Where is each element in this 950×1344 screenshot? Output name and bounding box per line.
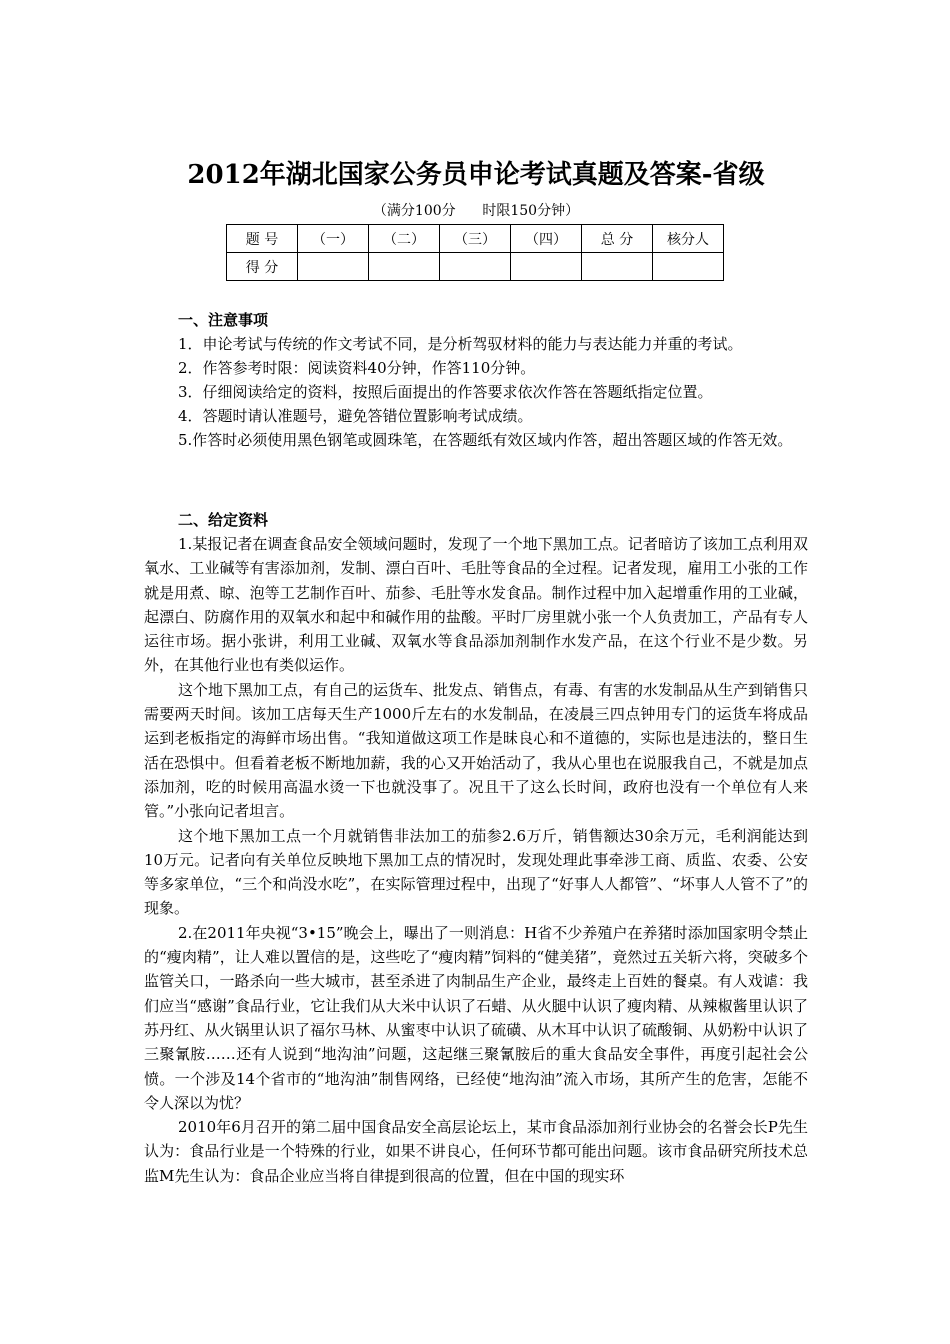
notice-heading: 一、注意事项 — [178, 311, 269, 329]
material-paragraph: 1.某报记者在调查食品安全领域问题时，发现了一个地下黑加工点。记者暗访了该加工点利用双氧水、工业碱等有害添加剂，发制、漂白百叶、毛肚等食品的全过程。记者发现，雇用工小张的工作就是用煮、晾、泡等工艺制作百叶、茄参、毛肚等水发食品。制作过程中加入起增重作用的工业碱，起漂白、防腐作用的双氧水和起中和碱作用的盐酸。平时厂房里就小张一个人负责加工，产品有专人运往市场。据小张讲，利用工业碱、双氧水等食品添加剂制作水发产品，在这个行业不是少数。另外，在其他行业也有类似运作。 — [144, 535, 808, 675]
score-table-header-cell: （二） — [369, 225, 440, 253]
score-cell — [653, 253, 724, 281]
score-cell — [582, 253, 653, 281]
score-cell — [511, 253, 582, 281]
score-table-header-cell: （一） — [298, 225, 369, 253]
score-cell — [298, 253, 369, 281]
notice-item: 4．答题时请认准题号，避免答错位置影响考试成绩。 — [178, 407, 533, 425]
material-paragraph: 2.在2011年央视“3•15”晚会上，曝出了一则消息：H省不少养殖户在养猪时添加国家明令禁止的“瘦肉精”，让人难以置信的是，这些吃了“瘦肉精”饲料的“健美猪”，竟然过五关斩六将，突破多个监管关口，一路杀向一些大城市，甚至杀进了肉制品生产企业，最终走上百姓的餐桌。有人戏谑：我们应当“感谢”食品行业，它让我们从大米中认识了石蜡、从火腿中认识了瘦肉精、从辣椒酱里认识了苏丹红、从火锅里认识了福尔马林、从蜜枣中认识了硫磺、从木耳中认识了硫酸铜、从奶粉中认识了三聚氰胺……还有人说到“地沟油”问题，这起继三聚氰胺后的重大食品安全事件，再度引起社会公愤。一个涉及14个省市的“地沟油”制售网络，已经使“地沟油”流入市场，其所产生的危害，怎能不令人深以为忧？ — [144, 923, 808, 1112]
score-table-header-cell: 核分人 — [653, 225, 724, 253]
notice-item: 2．作答参考时限：阅读资料40分钟，作答110分钟。 — [178, 359, 536, 377]
score-table-score-row — [227, 253, 724, 281]
exam-info: （满分100分 时限150分钟） — [372, 203, 580, 219]
score-table-header-cell: （三） — [440, 225, 511, 253]
notice-item: 1．申论考试与传统的作文考试不同，是分析驾驭材料的能力与表达能力并重的考试。 — [178, 335, 743, 353]
notice-item: 3．仔细阅读给定的资料，按照后面提出的作答要求依次作答在答题纸指定位置。 — [178, 383, 713, 401]
score-table-header-cell: 题 号 — [227, 225, 298, 253]
page-title: 2012年湖北国家公务员申论考试真题及答案-省级 — [187, 160, 765, 190]
score-table-header-cell: （四） — [511, 225, 582, 253]
notice-item: 5.作答时必须使用黑色钢笔或圆珠笔，在答题纸有效区域内作答，超出答题区域的作答无效。 — [178, 431, 793, 449]
notice-section — [144, 308, 808, 452]
score-table — [226, 224, 724, 281]
materials-heading: 二、给定资料 — [178, 511, 269, 529]
score-cell — [440, 253, 511, 281]
score-table-header-cell: 总 分 — [582, 225, 653, 253]
score-table-row-label: 得 分 — [227, 253, 298, 281]
material-paragraph: 这个地下黑加工点一个月就销售非法加工的茄参2.6万斤，销售额达30余万元，毛利润能达到10万元。记者向有关单位反映地下黑加工点的情况时，发现处理此事牵涉工商、质监、农委、公安等多家单位，“三个和尚没水吃”，在实际管理过程中，出现了“好事人人都管”、“坏事人人管不了”的现象。 — [144, 826, 808, 918]
material-paragraph: 这个地下黑加工点，有自己的运货车、批发点、销售点，有毒、有害的水发制品从生产到销售只需要两天时间。该加工店每天生产1000斤左右的水发制品，在凌晨三四点钟用专门的运货车将成品运到老板指定的海鲜市场出售。“我知道做这项工作是昧良心和不道德的，实际也是违法的，整日生活在恐惧中。但看着老板不断地加薪，我的心又开始活动了，我从心里也在说服我自己，不就是加点添加剂，吃的时候用高温水烫一下也就没事了。况且干了这么长时间，政府也没有一个单位有人来管。”小张向记者坦言。 — [144, 680, 809, 821]
materials-section — [144, 508, 808, 1188]
score-table-header-row — [227, 225, 724, 253]
score-cell — [369, 253, 440, 281]
material-paragraph: 2010年6月召开的第二届中国食品安全高层论坛上，某市食品添加剂行业协会的名誉会长P先生认为：食品行业是一个特殊的行业，如果不讲良心，任何环节都可能出问题。该市食品研究所技术总监M先生认为：食品企业应当将自律提到很高的位置，但在中国的现实环 — [144, 1118, 808, 1185]
